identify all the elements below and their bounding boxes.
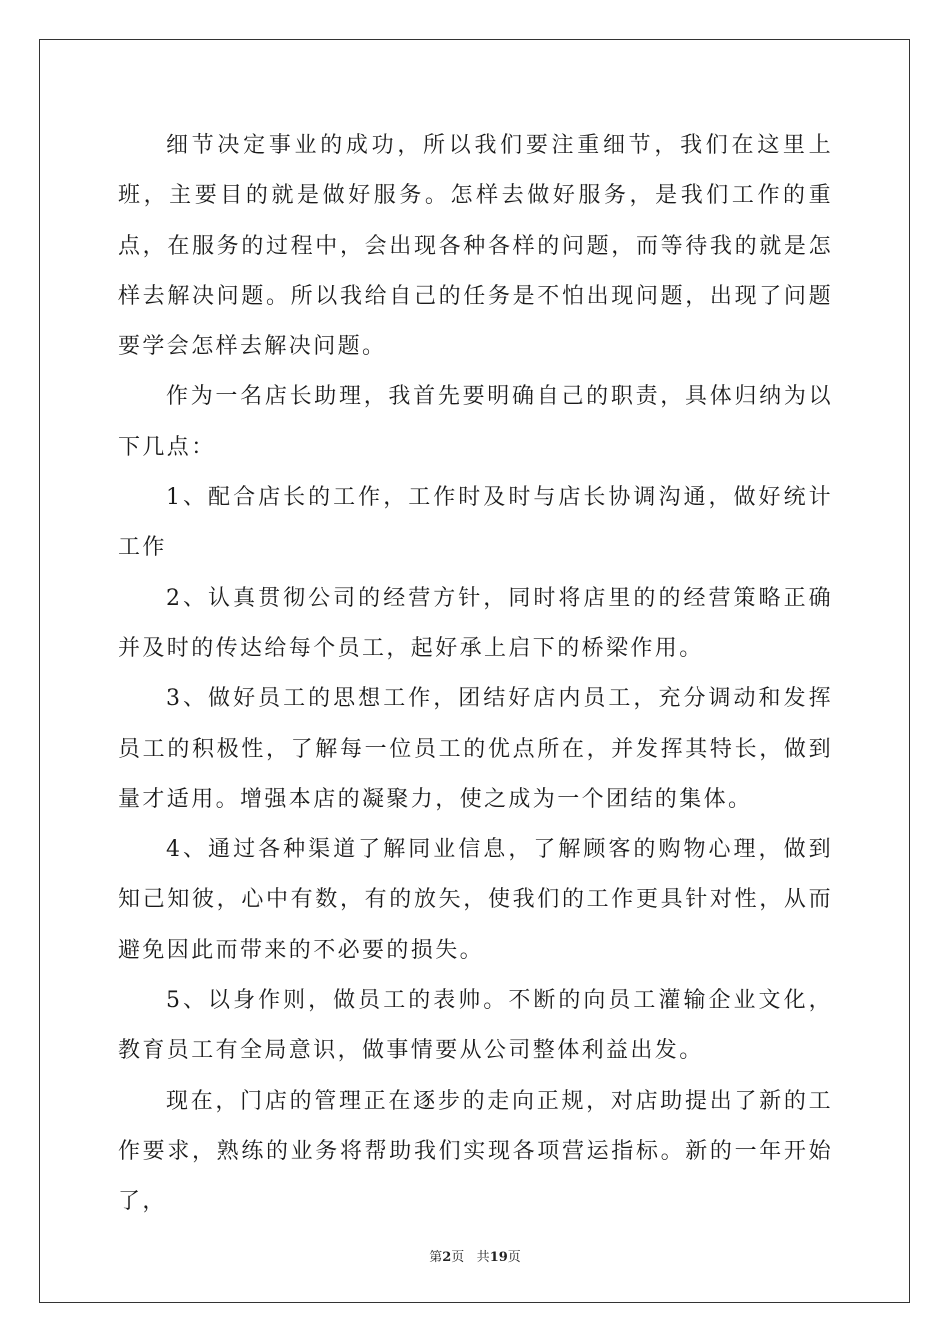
list-item: 5、以身作则，做员工的表帅。不断的向员工灌输企业文化，教育员工有全局意识，做事情要从公司整体利益出发。 <box>118 988 833 1064</box>
list-item: 1、配合店长的工作，工作时及时与店长协调沟通，做好统计工作 <box>118 485 833 561</box>
footer-total-prefix: 共 <box>476 1250 490 1265</box>
paragraph: 作为一名店长助理，我首先要明确自己的职责，具体归纳为以下几点： <box>118 384 833 460</box>
paragraph: 现在，门店的管理正在逐步的走向正规，对店助提出了新的工作要求，熟练的业务将帮助我们实现各项营运指标。新的一年开始了， <box>118 1088 833 1215</box>
document-body <box>118 121 833 1228</box>
list-item: 4、通过各种渠道了解同业信息，了解顾客的购物心理，做到知己知彼，心中有数，有的放矢，使我们的工作更具针对性，从而避免因此而带来的不必要的损失。 <box>118 837 833 963</box>
page-footer <box>0 1246 950 1265</box>
list-item: 3、做好员工的思想工作，团结好店内员工，充分调动和发挥员工的积极性，了解每一位员工的优点所在，并发挥其特长，做到量才适用。增强本店的凝聚力，使之成为一个团结的集体。 <box>118 686 833 812</box>
list-item: 2、认真贯彻公司的经营方针，同时将店里的的经营策略正确并及时的传达给每个员工，起好承上启下的桥梁作用。 <box>118 585 833 661</box>
current-page-number: 2 <box>442 1250 452 1265</box>
footer-total-suffix: 页 <box>507 1250 521 1265</box>
footer-prefix: 第 <box>429 1250 443 1265</box>
paragraph: 细节决定事业的成功，所以我们要注重细节，我们在这里上班，主要目的就是做好服务。怎样去做好服务，是我们工作的重点，在服务的过程中，会出现各种各样的问题，而等待我的就是怎样去解决问题。所以我给自己的任务是不怕出现问题，出现了问题要学会怎样去解决问题。 <box>118 133 833 360</box>
total-page-count: 19 <box>489 1250 508 1265</box>
footer-page-suffix: 页 <box>451 1250 465 1265</box>
